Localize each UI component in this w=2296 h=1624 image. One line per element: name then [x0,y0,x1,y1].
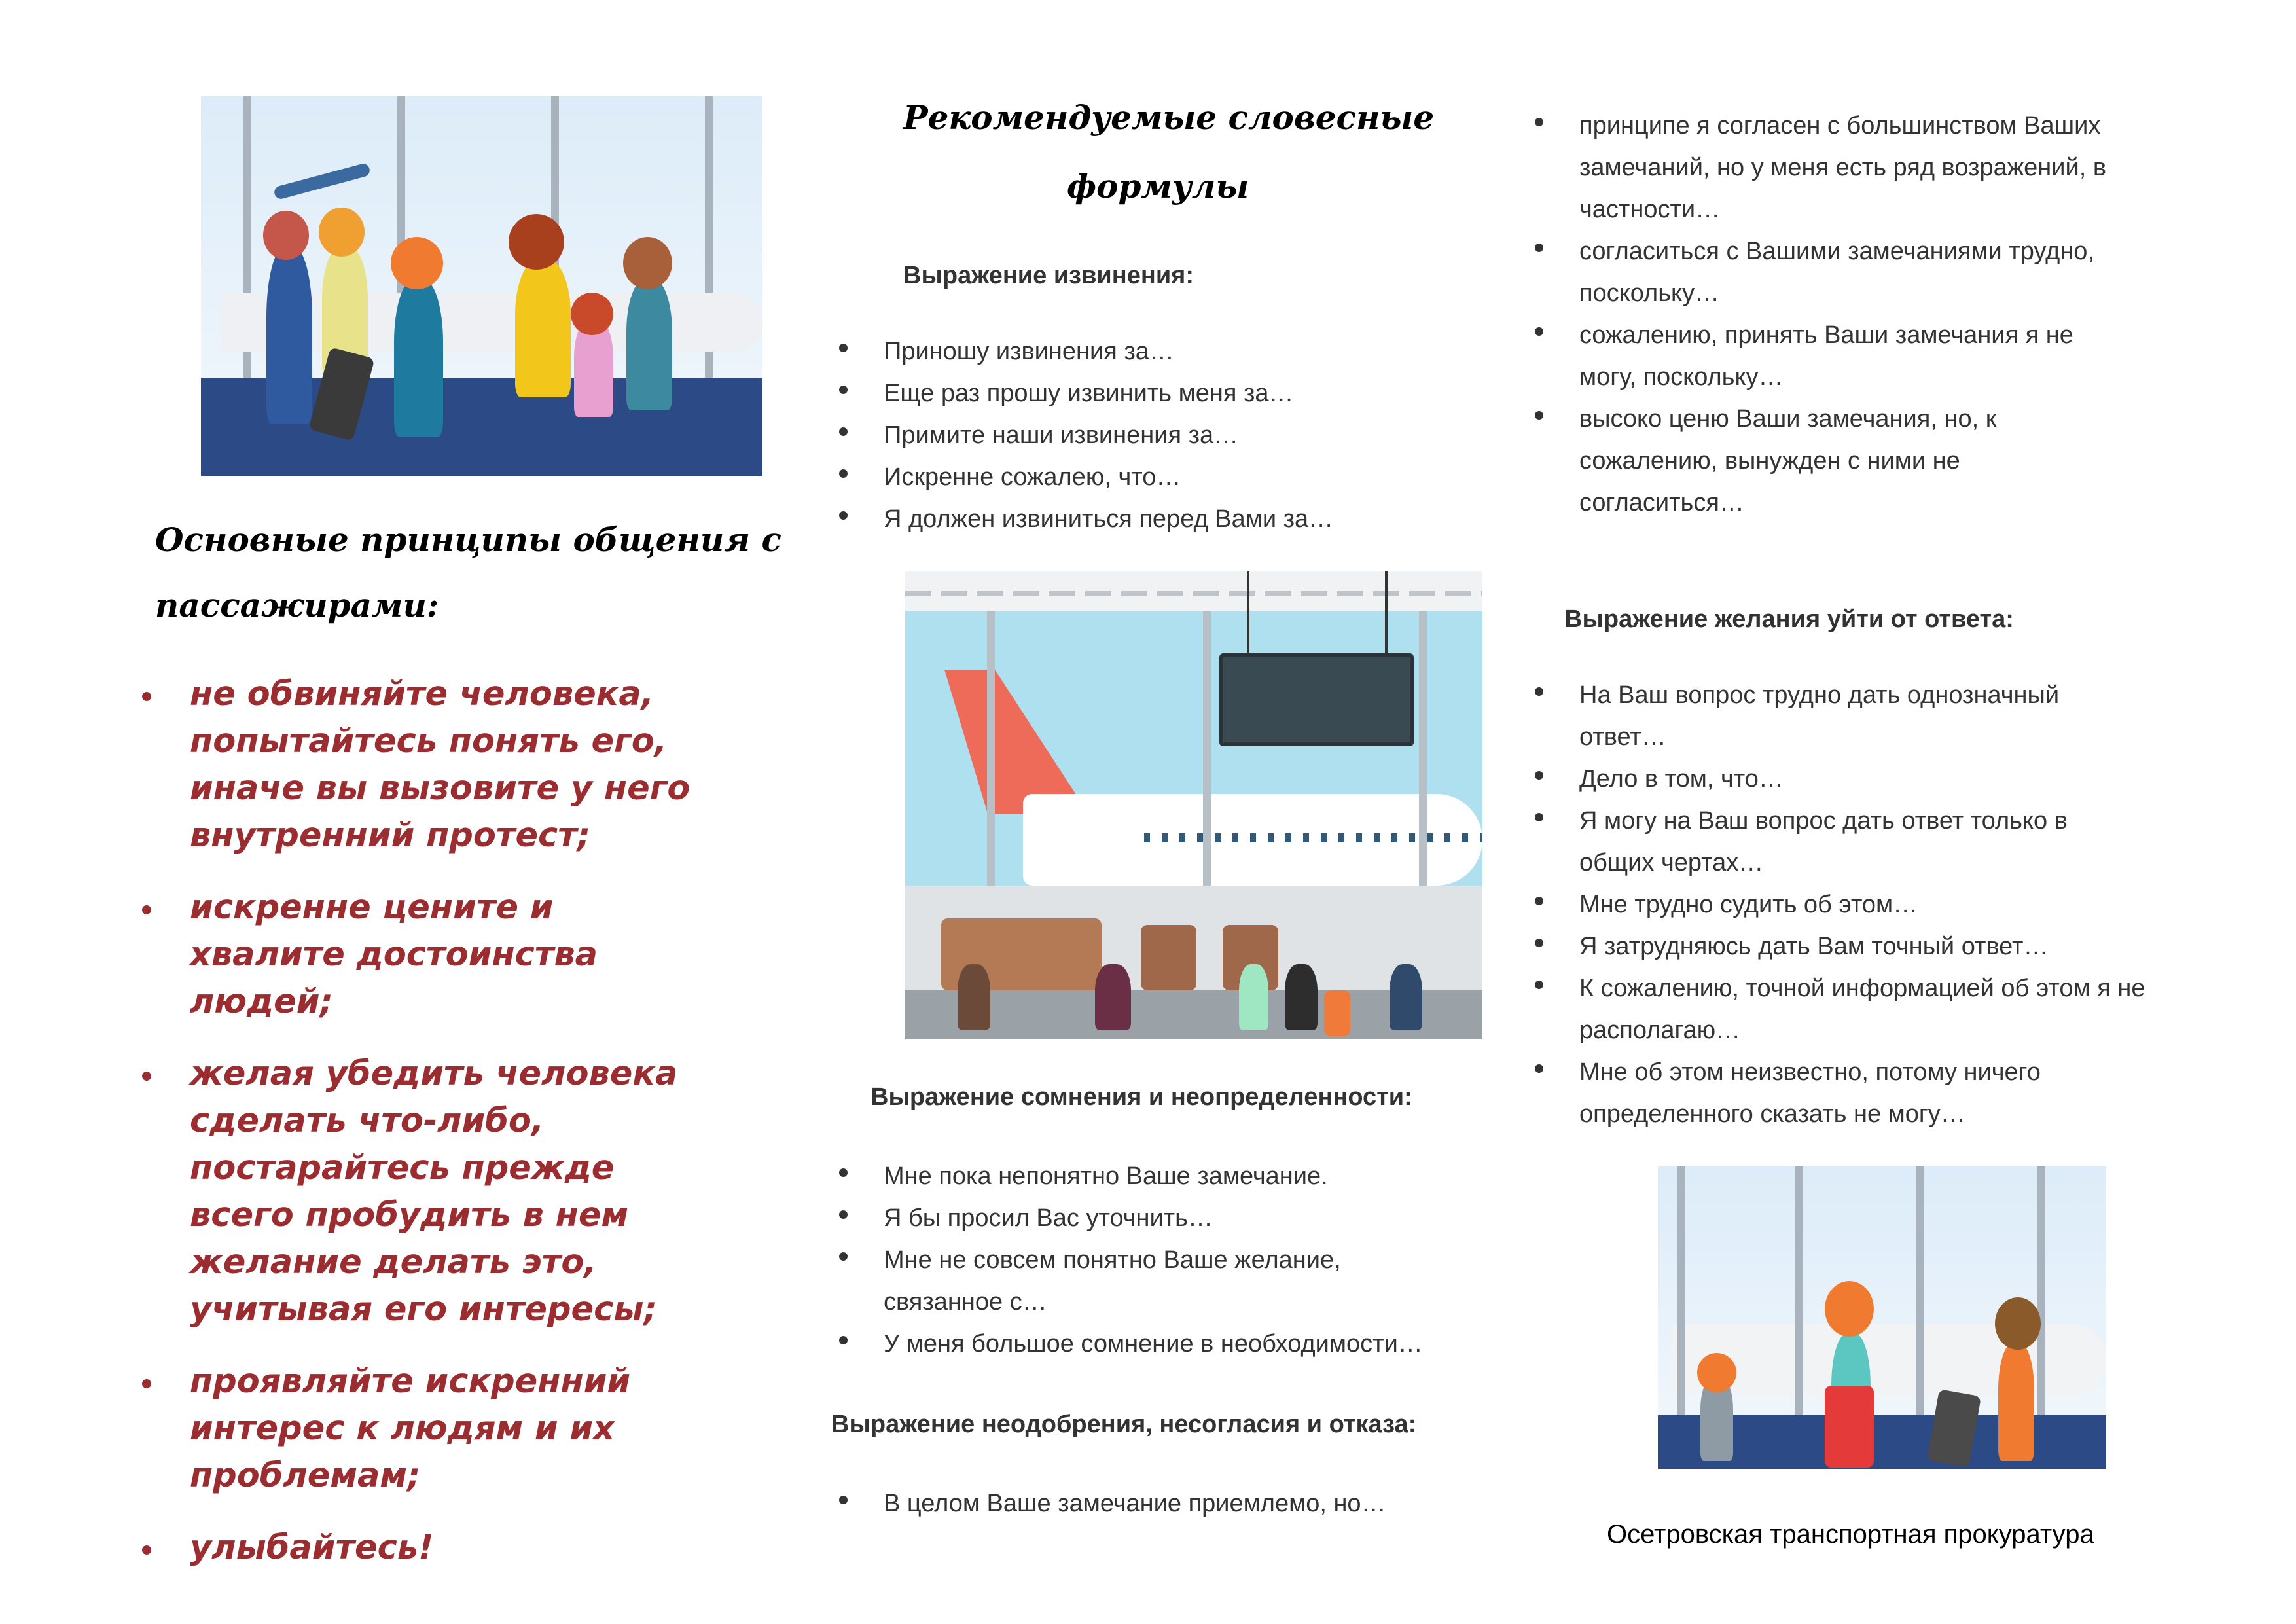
disapproval-heading: Выражение неодобрения, несогласия и отказа: [831,1411,1417,1438]
disapproval-item: высоко ценю Ваши замечания, но, к сожалению, вынужден с ними не согласиться… [1527,398,2077,524]
disapproval-item: сожалению, принять Ваши замечания я не могу, поскольку… [1527,314,2103,398]
airport-terminal-illustration [905,571,1482,1039]
doubt-list [831,1155,1460,1365]
apology-item: Я должен извиниться перед Вами за… [831,498,1420,540]
doubt-item: У меня большое сомнение в необходимости… [831,1323,1460,1365]
evasion-item: Мне трудно судить об этом… [1527,884,2149,926]
principle-item: проявляйте искренний интерес к людям и их проблемам; [134,1358,779,1500]
disapproval-item: принципе я согласен с большинством Ваших замечаний, но у меня есть ряд возражений, в частности… [1527,105,2149,230]
evasion-heading: Выражение желания уйти от ответа: [1564,605,2014,633]
evasion-list [1527,674,2149,1135]
apology-item: Еще раз прошу извинить меня за… [831,372,1420,414]
children-with-suitcases-illustration [1658,1166,2106,1469]
evasion-item: Я затрудняюсь дать Вам точный ответ… [1527,926,2149,967]
apology-list [831,331,1420,540]
disapproval-list [831,1483,1460,1525]
apology-heading: Выражение извинения: [903,262,1194,289]
principles-title-line1: Основные принципы общения с [155,520,781,559]
apology-item: Приношу извинения за… [831,331,1420,372]
doubt-heading: Выражение сомнения и неопределенности: [870,1083,1412,1111]
doubt-item: Я бы просил Вас уточнить… [831,1197,1460,1239]
family-at-airport-illustration [201,96,762,476]
doubt-item: Мне пока непонятно Ваше замечание. [831,1155,1460,1197]
evasion-item: Мне об этом неизвестно, потому ничего определенного сказать не могу… [1527,1051,2123,1135]
disapproval-item: согласиться с Вашими замечаниями трудно, поскольку… [1527,230,2103,314]
principles-title-line2: пассажирами: [155,586,439,624]
disapproval-continued-list [1527,105,2149,524]
apology-item: Искренне сожалею, что… [831,456,1420,498]
principle-item: улыбайтесь! [134,1525,789,1572]
principle-item: искренне цените и хвалите достоинства людей; [134,884,700,1026]
evasion-item: На Ваш вопрос трудно дать однозначный ответ… [1527,674,2123,758]
organization-footer: Осетровская транспортная прокуратура [1607,1520,2094,1549]
evasion-item: Я могу на Ваш вопрос дать ответ только в общих чертах… [1527,800,2136,884]
disapproval-item: В целом Ваше замечание приемлемо, но… [831,1483,1460,1525]
principle-item: желая убедить человека сделать что-либо, постарайтесь прежде всего пробудить в нем желание делать это, учитывая его интересы; [134,1051,726,1333]
principles-list [134,671,789,1597]
doubt-item: Мне не совсем понятно Ваше желание, связанное с… [831,1239,1381,1323]
evasion-item: К сожалению, точной информацией об этом я не располагаю… [1527,967,2195,1051]
formulas-title-line2: формулы [1067,167,1249,206]
formulas-title-line1: Рекомендуемые словесные [903,98,1435,137]
apology-item: Примите наши извинения за… [831,414,1420,456]
evasion-item: Дело в том, что… [1527,758,2149,800]
principle-item: не обвиняйте человека, попытайтесь понять его, иначе вы вызовите у него внутренний протест; [134,671,766,859]
